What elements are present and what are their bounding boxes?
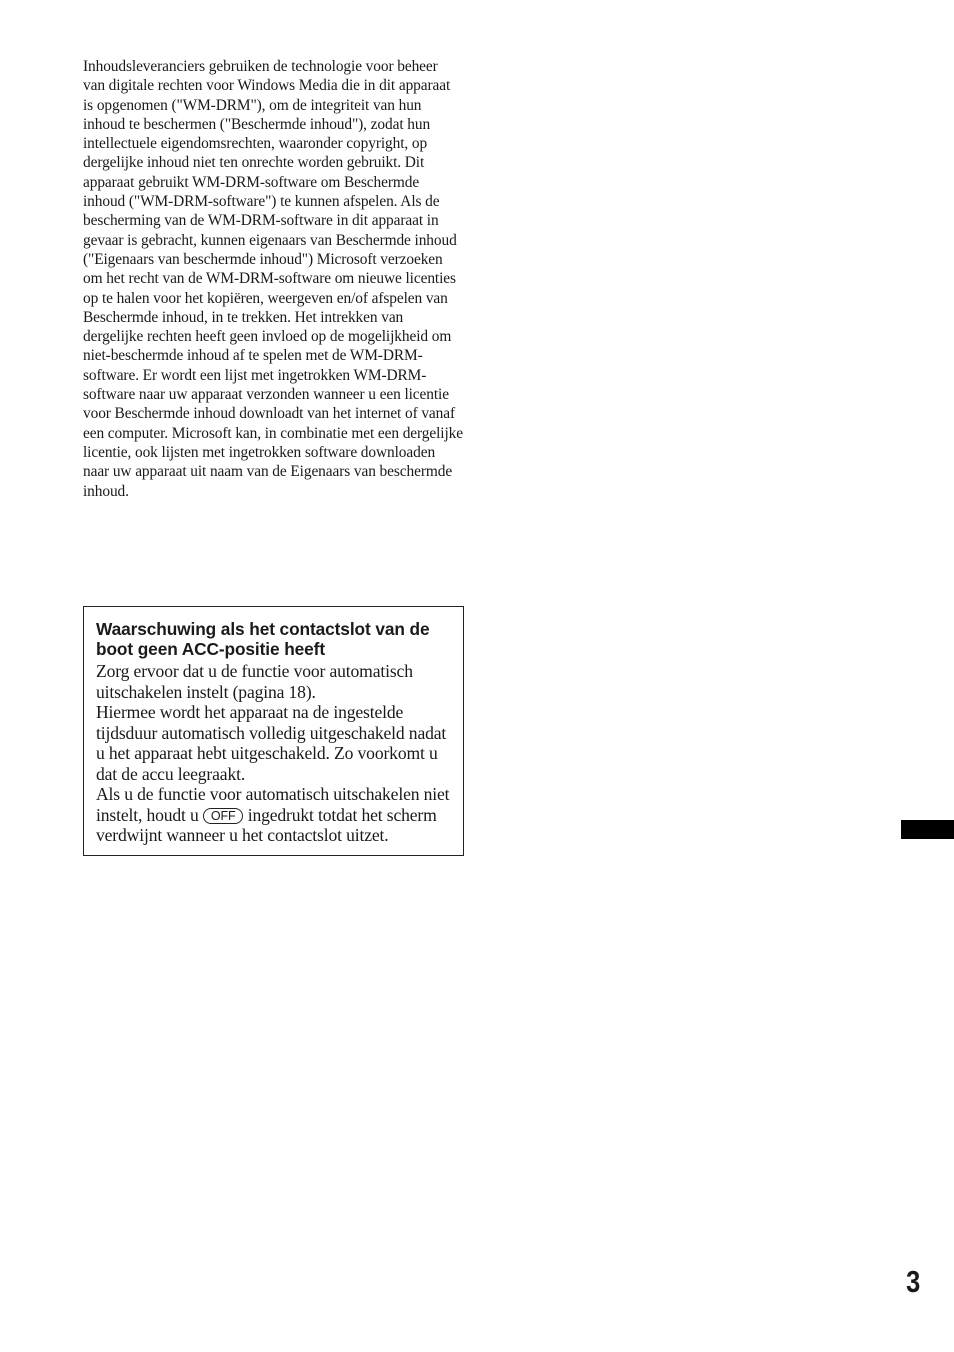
warning-line-off-text-before: Als u de functie voor automatisch uitschakelen niet instelt, houdt u [96, 784, 450, 825]
warning-title: Waarschuwing als het contactslot van de boot geen ACC-positie heeft [96, 619, 430, 659]
warning-line-off-text-after: ingedrukt totdat het scherm verdwijnt wanneer u het contactslot uitzet. [96, 804, 437, 845]
warning-body [96, 661, 451, 846]
warning-line-off-button [96, 784, 451, 846]
warning-box [83, 606, 464, 856]
warning-line-auto-off: Zorg ervoor dat u de functie voor automatisch uitschakelen instelt (pagina 18). [96, 661, 413, 702]
page-number: 3 [905, 1264, 920, 1299]
section-tab-marker [901, 820, 954, 839]
intro-paragraph: Inhoudsleveranciers gebruiken de technologie voor beheer van digitale rechten voor Windows Media die in dit apparaat is opgenomen ("WM-DRM"), om de integriteit van hun inhoud te beschermen ("Beschermde inhoud"), zodat hun intellectuele eigendomsrechten, waaronder copyright, op dergelijke inhoud niet ten onrechte worden gebruikt. Dit apparaat gebruikt WM-DRM-software om Beschermde inhoud ("WM-DRM-software") te kunnen afspelen. Als de bescherming van de WM-DRM-software in dit apparaat in gevaar is gebracht, kunnen eigenaars van Beschermde inhoud ("Eigenaars van beschermde inhoud") Microsoft verzoeken om het recht van de WM-DRM-software om nieuwe licenties op te halen voor het kopiëren, weergeven en/of afspelen van Beschermde inhoud, in te trekken. Het intrekken van dergelijke rechten heeft geen invloed op de mogelijkheid om niet-beschermde inhoud af te spelen met de WM-DRM-software. Er wordt een lijst met ingetrokken WM-DRM-software naar uw apparaat verzonden wanneer u een licentie voor Beschermde inhoud downloadt van het internet of vanaf een computer. Microsoft kan, in combinatie met een dergelijke licentie, ook lijsten met ingetrokken software downloaden naar uw apparaat uit naam van de Eigenaars van beschermde inhoud. [83, 58, 463, 500]
warning-line-battery: Hiermee wordt het apparaat na de ingestelde tijdsduur automatisch volledig uitgeschakeld nadat u het apparaat hebt uitgeschakeld. Zo voorkomt u dat de accu leegraakt. [96, 702, 447, 784]
off-key-icon: OFF [203, 808, 244, 824]
